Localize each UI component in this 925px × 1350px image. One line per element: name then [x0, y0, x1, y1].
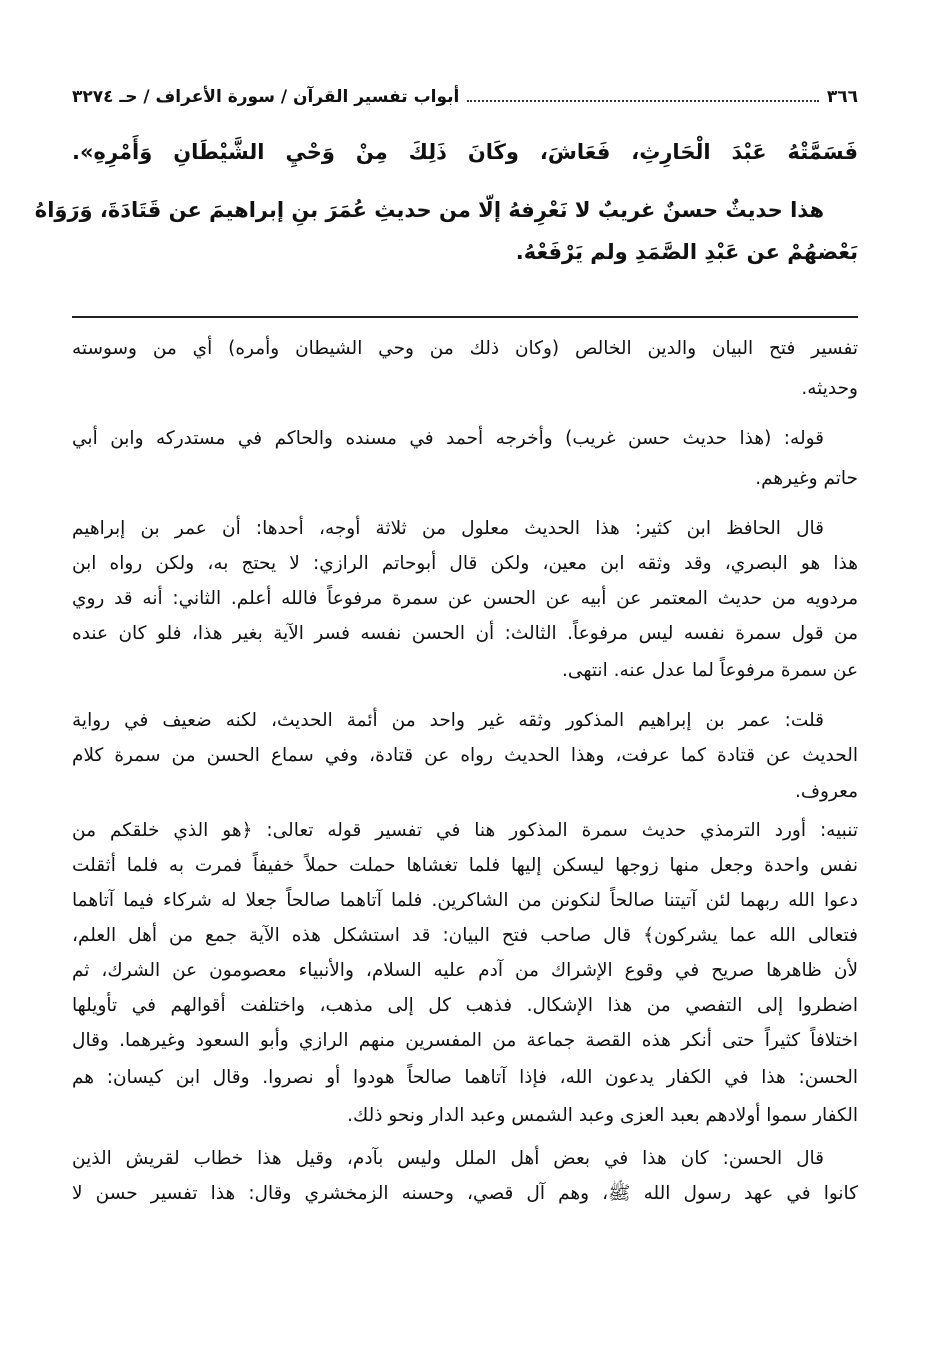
commentary-line: قال الحسن: كان هذا في بعض أهل الملل وليس بآدم، وقيل هذا خطاب لقريش الذين [72, 1148, 824, 1169]
page-number: ٣٦٦ [826, 87, 858, 107]
main-text-line: بَعْضهُمْ عن عَبْدِ الصَّمَدِ ولم يَرْفَعْهُ. [515, 240, 858, 264]
main-text-line: فَسَمَّتْهُ عَبْدَ الْحَارِثِ، فَعَاشَ، وكَانَ ذَلِكَ مِنْ وَحْيِ الشَّيْطَانِ وَأَمْرِهِ». [72, 140, 858, 164]
commentary-line: مردويه من حديث المعتمر عن أبيه عن الحسن عن سمرة مرفوعاً فالله أعلم. الثاني: أنه قد روي [72, 588, 858, 609]
commentary-line: قلت: عمر بن إبراهيم المذكور وثقه غير واحد من أئمة الحديث، لكنه ضعيف في رواية [72, 710, 824, 731]
commentary-line: قوله: (هذا حديث حسن غريب) وأخرجه أحمد في مسنده والحاكم في مستدركه وابن أبي [72, 428, 824, 449]
commentary-line: نفس واحدة وجعل منها زوجها ليسكن إليها فلما تغشاها حملت حملاً خفيفاً فمرت به فلما أثقلت [72, 855, 858, 876]
commentary-line: قال الحافظ ابن كثير: هذا الحديث معلول من ثلاثة أوجه، أحدها: أن عمر بن إبراهيم [72, 518, 824, 539]
commentary-line: الحديث عن قتادة كما عرفت، وهذا الحديث رواه عن قتادة، وفي سماع الحسن من سمرة كلام [72, 745, 858, 766]
footnote-separator [72, 316, 858, 318]
running-title: أبواب تفسير القرآن / سورة الأعراف / حـ ٣٢٧٤ [72, 87, 460, 107]
commentary-line: من قول سمرة نفسه ليس مرفوعاً. الثالث: أن الحسن نفسه فسر الآية بغير هذا، فلو كان عنده [72, 623, 858, 644]
commentary-line: تنبيه: أورد الترمذي حديث سمرة المذكور هنا في تفسير قوله تعالى: ﴿هو الذي خلقكم من [72, 820, 858, 841]
commentary-line: الكفار سموا أولادهم بعبد العزى وعبد الشمس وعبد الدار ونحو ذلك. [347, 1105, 858, 1126]
commentary-line: معروف. [794, 781, 858, 802]
commentary-line: دعوا الله ربهما لئن آتيتنا صالحاً لنكونن من الشاكرين. فلما آتاهما صالحاً جعلا له شركاء فيما آتاهما [72, 890, 858, 911]
commentary-line: هذا هو البصري، وقد وثقه ابن معين، ولكن قال أبوحاتم الرازي: لا يحتج به، ولكن رواه ابن [72, 553, 858, 574]
commentary-line: اختلافاً كثيراً حتى أنكر هذه القصة جماعة من المفسرين منهم الرازي وأبو السعود وغيرهما. وقال [72, 1030, 858, 1051]
commentary-line: وحديثه. [801, 378, 858, 399]
commentary-line: اضطروا إلى التفصي من هذا الإشكال. فذهب كل إلى مذهب، واختلفت أقوالهم في تأويلها [72, 995, 858, 1016]
commentary-line: تفسير فتح البيان والدين الخالص (وكان ذلك من وحي الشيطان وأمره) أي من وسوسته [72, 338, 858, 359]
running-header [72, 86, 858, 116]
commentary-line: حاتم وغيرهم. [755, 468, 858, 489]
commentary-line: فتعالى الله عما يشركون﴾ قال صاحب فتح البيان: قد استشكل هذه الآية جمع من أهل العلم، [72, 925, 858, 946]
main-text-line: هذا حديثٌ حسنٌ غريبٌ لا نَعْرِفهُ إلّا من حديثِ عُمَرَ بنِ إبراهيمَ عن قَتَادَةَ، وَرَوَاهُ [34, 198, 824, 222]
commentary-line: لأن ظاهرها صريح في وقوع الإشراك من آدم عليه السلام، والأنبياء معصومون عن الشرك، ثم [72, 960, 858, 981]
commentary-line: الحسن: هذا في الكفار يدعون الله، فإذا آتاهما صالحاً هودوا أو نصروا. وقال ابن كيسان: هم [72, 1067, 858, 1088]
header-dot-leader [467, 86, 819, 102]
commentary-line: عن سمرة مرفوعاً لما عدل عنه. انتهى. [562, 660, 858, 681]
commentary-line: كانوا في عهد رسول الله ﷺ، وهم آل قصي، وحسنه الزمخشري وقال: هذا تفسير حسن لا [72, 1183, 858, 1204]
